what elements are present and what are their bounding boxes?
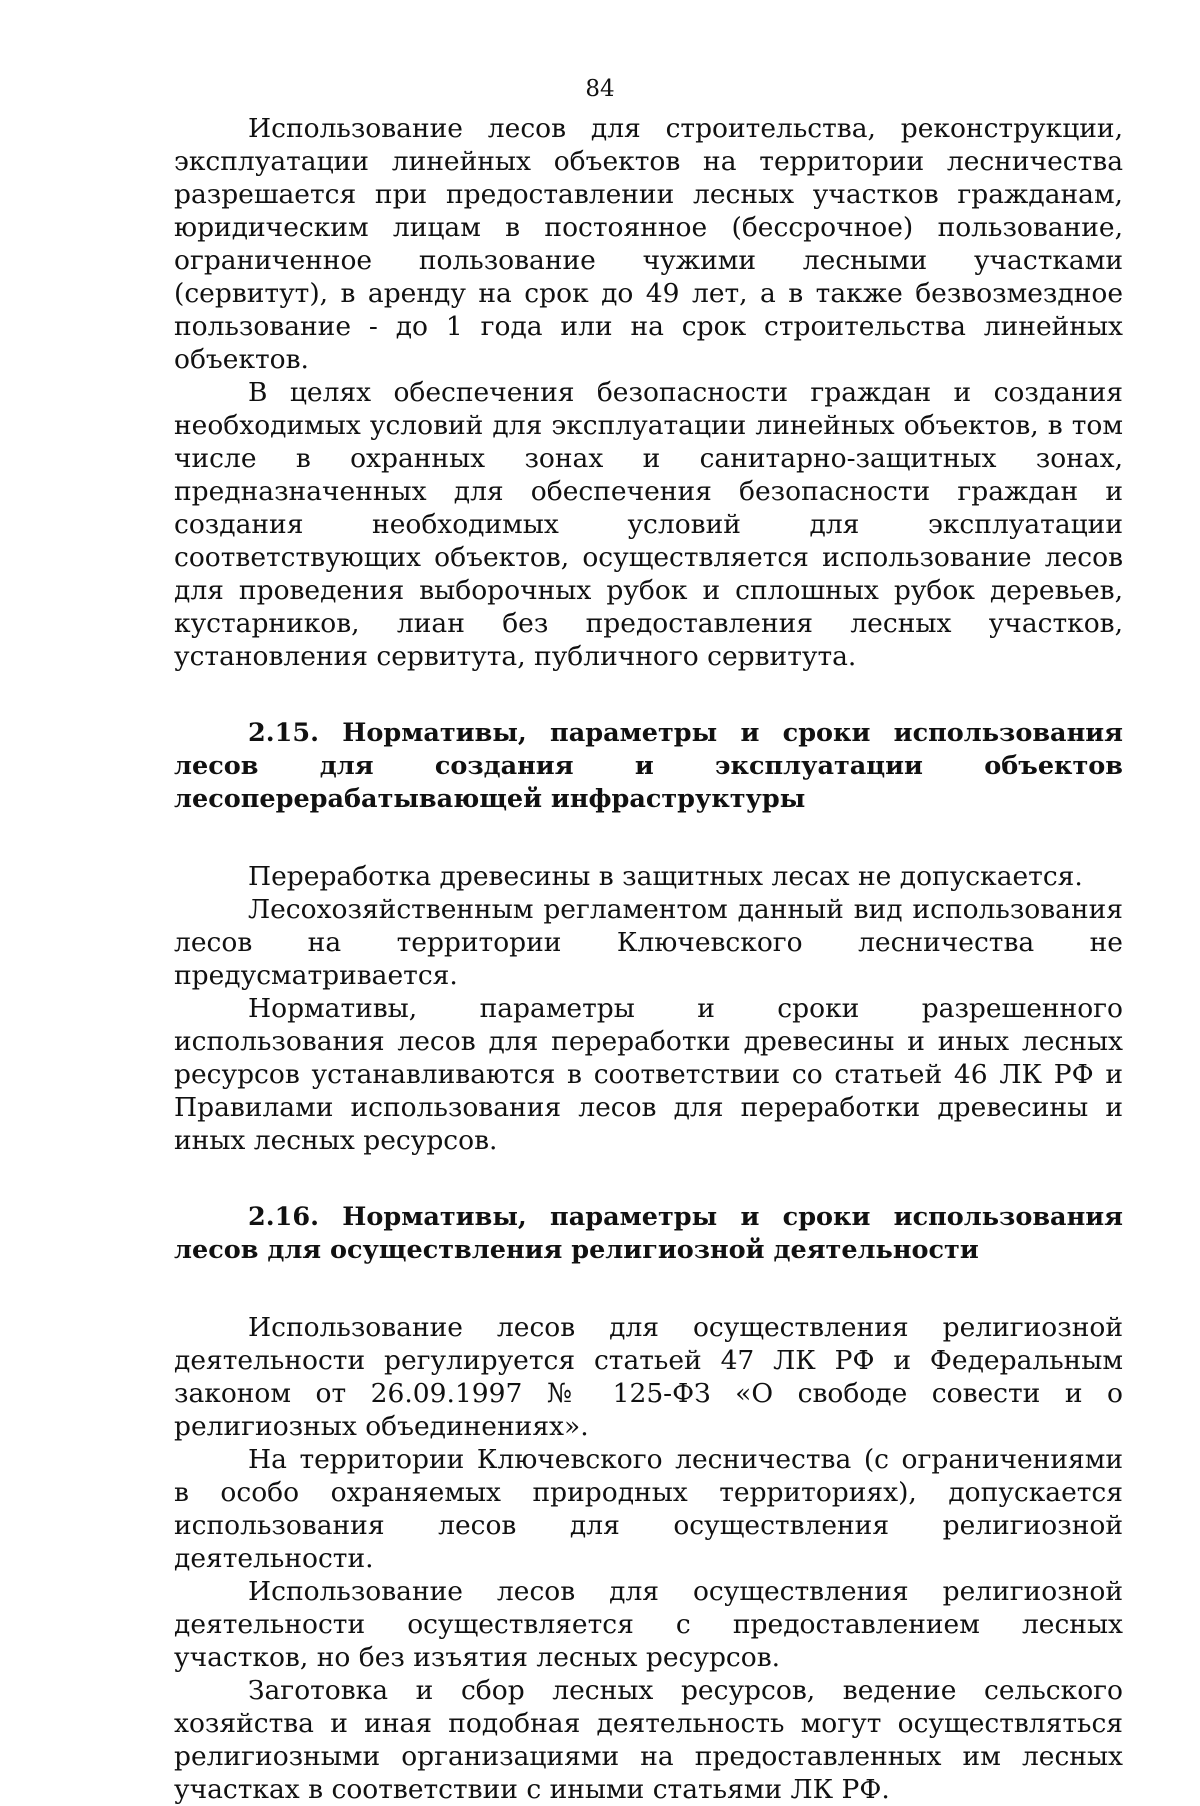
spacer	[174, 816, 1123, 860]
section-heading-2-15: 2.15. Нормативы, параметры и сроки использования лесов для создания и эксплуатации объектов лесоперерабатывающей инфраструктуры	[174, 718, 1123, 814]
spacer	[174, 673, 1123, 717]
paragraph-regulation-not-provided: Лесохозяйственным регламентом данный вид использования лесов на территории Ключевского лесничества не предусматривается.	[174, 894, 1123, 991]
paragraph-linear-objects-use: Использование лесов для строительства, реконструкции, эксплуатации линейных объектов на территории лесничества разрешается при предоставлении лесных участков гражданам, юридическим лицам в постоянное (бессрочное) пользование, ограниченное пользование чужими лесными участками (сервитут), в аренду на срок до 49 лет, а в также безвозмездное пользование - до 1 года или на срок строительства линейных объектов.	[174, 113, 1123, 375]
paragraph-wood-processing-ban: Переработка древесины в защитных лесах не допускается.	[248, 861, 1083, 892]
paragraph-religious-regulation: Использование лесов для осуществления религиозной деятельности регулируется статьей 47 ЛК РФ и Федеральным законом от 26.09.1997 № 125-ФЗ «О свободе совести и о религиозных объединениях».	[174, 1312, 1123, 1442]
paragraph-safety-felling: В целях обеспечения безопасности граждан и создания необходимых условий для эксплуатации линейных объектов, в том числе в охранных зонах и санитарно-защитных зонах, предназначенных для обеспечения безопасности граждан и создания необходимых условий для эксплуатации соответствующих объектов, осуществляется использование лесов для проведения выборочных рубок и сплошных рубок деревьев, кустарников, лиан без предоставления лесных участков, установления сервитута, публичного сервитута.	[174, 377, 1123, 672]
page-number: 84	[585, 76, 615, 102]
paragraph-processing-norms: Нормативы, параметры и сроки разрешенного использования лесов для переработки древесины и иных лесных ресурсов устанавливаются в соответствии со статьей 46 ЛК РФ и Правилами использования лесов для переработки древесины и иных лесных ресурсов.	[174, 993, 1123, 1156]
paragraph-religious-organizations: Заготовка и сбор лесных ресурсов, ведение сельского хозяйства и иная подобная деятельность могут осуществляться религиозными организациями на предоставленных им лесных участках в соответствии с иными статьями ЛК РФ.	[174, 1675, 1123, 1805]
spacer	[174, 1267, 1123, 1311]
page-content	[174, 112, 1123, 1806]
spacer	[174, 1157, 1123, 1201]
paragraph-religious-permitted: На территории Ключевского лесничества (с ограничениями в особо охраняемых природных территориях), допускается использования лесов для осуществления религиозной деятельности.	[174, 1444, 1123, 1574]
paragraph-religious-no-withdrawal: Использование лесов для осуществления религиозной деятельности осуществляется с предоставлением лесных участков, но без изъятия лесных ресурсов.	[174, 1576, 1123, 1673]
section-heading-2-16: 2.16. Нормативы, параметры и сроки использования лесов для осуществления религиозной деятельности	[174, 1202, 1123, 1265]
